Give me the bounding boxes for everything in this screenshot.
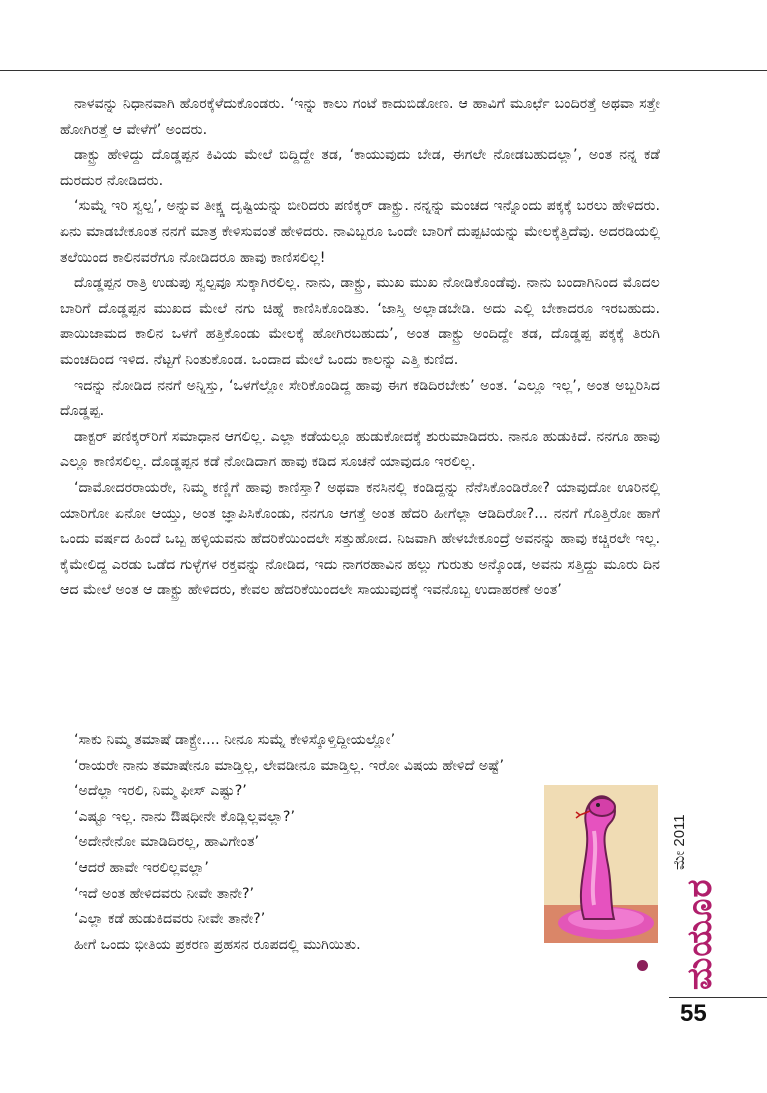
paragraph: ನಾಳವನ್ನು ನಿಧಾನವಾಗಿ ಹೊರಕ್ಕೆಳೆದುಕೊಂಡರು. ‘ಇನ್ನು ಕಾಲು ಗಂಟೆ ಕಾದುಬಿಡೋಣ. ಆ ಹಾವಿಗೆ ಮೂರ್ಛೆ ಬಂದಿರತ್ತೆ ಅಥವಾ ಸತ್ತೇ ಹೋಗಿರತ್ತೆ ಆ ವೇಳೆಗೆ’ ಅಂದರು. (60, 96, 660, 138)
dialogue-line: ಹೀಗೆ ಒಂದು ಭೀತಿಯ ಪ್ರಕರಣ ಪ್ರಹಸನ ರೂಪದಲ್ಲಿ ಮುಗಿಯಿತು. (74, 936, 361, 953)
dialogue-line: ‘ರಾಯರೇ ನಾನು ತಮಾಷೇನೂ ಮಾಡ್ತಿಲ್ಲ, ಲೇವಡೀನೂ ಮಾಡ್ತಿಲ್ಲ. ಇರೋ ವಿಷಯ ಹೇಳಿದೆ ಅಷ್ಟೆ’ (74, 757, 504, 774)
page-number: 55 (680, 1000, 707, 1027)
snake-illustration (544, 785, 658, 943)
closing-dialogue (60, 728, 530, 958)
dialogue-line: ‘ಎಷ್ಟೂ ಇಲ್ಲ. ನಾನು ಔಷಧೀನೇ ಕೊಡ್ಲಿಲ್ಲವಲ್ಲಾ?’ (74, 808, 295, 825)
issue-date: ಮೇ 2011 (671, 814, 688, 870)
dialogue-line: ‘ಸಾಕು ನಿಮ್ಮ ತಮಾಷೆ ಡಾಕ್ಟ್ರೇ.... ನೀನೂ ಸುಮ್ನೆ ಕೇಳಿಸ್ಕೊಳ್ತಿದ್ದೀಯಲ್ಲೋ’ (74, 732, 396, 748)
page-number-divider (669, 997, 767, 998)
dialogue-line: ‘ಅದೆಲ್ಲಾ ಇರಲಿ, ನಿಮ್ಮ ಫೀಸ್ ಎಷ್ಟು?’ (74, 783, 247, 800)
paragraph: ಇದನ್ನು ನೋಡಿದ ನನಗೆ ಅನ್ನಿಸ್ತು, ‘ಒಳಗೆಲ್ಲೋ ಸೇರಿಕೊಂಡಿದ್ದ ಹಾವು ಈಗ ಕಡಿದಿರಬೇಕು’ ಅಂತ. ‘ಎಲ್ಲೂ ಇಲ್ಲ’, ಅಂತ ಅಬ್ಬರಿಸಿದ ದೊಡ್ಡಪ್ಪ. (60, 377, 660, 420)
paragraph: ದೊಡ್ಡಪ್ಪನ ರಾತ್ರಿ ಉಡುಪು ಸ್ವಲ್ಪವೂ ಸುಕ್ಕಾಗಿರಲಿಲ್ಲ. ನಾನು, ಡಾಕ್ಟ್ರು, ಮುಖ ಮುಖ ನೋಡಿಕೊಂಡೆವು. ನಾನು ಬಂದಾಗಿನಿಂದ ಮೊದಲ ಬಾರಿಗೆ ದೊಡ್ಡಪ್ಪನ ಮುಖದ ಮೇಲೆ ನಗು ಚಿಹ್ನೆ ಕಾಣಿಸಿಕೊಂಡಿತು. ‘ಜಾಸ್ತಿ ಅಲ್ಲಾಡಬೇಡಿ. ಅದು ಎಲ್ಲಿ ಬೇಕಾದರೂ ಇರಬಹುದು. ಪಾಯಿಜಾಮದ ಕಾಲಿನ ಒಳಗೆ ಹತ್ತಿಕೊಂಡು ಮೇಲಕ್ಕೆ ಹೋಗಿರಬಹುದು’, ಅಂತ ಡಾಕ್ಟ್ರು ಅಂದಿದ್ದೇ ತಡ, ದೊಡ್ಡಪ್ಪ ಪಕ್ಕಕ್ಕೆ ತಿರುಗಿ ಮಂಚದಿಂದ ಇಳಿದ. ನೆಟ್ಟಗೆ ನಿಂತುಕೊಂಡ. ಒಂದಾದ ಮೇಲೆ ಒಂದು ಕಾಲನ್ನು ಎತ್ತಿ ಕುಣಿದ. (60, 275, 660, 368)
dialogue-line: ‘ಅದೇನೇನೋ ಮಾಡಿದಿರಲ್ಲ, ಹಾವಿಗೇಂತ’ (74, 834, 259, 851)
dialogue-line: ‘ಎಲ್ಲಾ ಕಡೆ ಹುಡುಕಿದವರು ನೀವೇ ತಾನೇ?’ (74, 911, 266, 928)
paragraph: ಡಾಕ್ಟ್ರು ಹೇಳಿದ್ದು ದೊಡ್ಡಪ್ಪನ ಕಿವಿಯ ಮೇಲೆ ಬಿದ್ದಿದ್ದೇ ತಡ, ‘ಕಾಯುವುದು ಬೇಡ, ಈಗಲೇ ನೋಡಬಹುದಲ್ಲಾ’, ಅಂತ ನನ್ನ ಕಡೆ ದುರದುರ ನೋಡಿದರು. (60, 147, 660, 189)
dialogue-line: ‘ಆದರೆ ಹಾವೇ ಇರಲಿಲ್ಲವಲ್ಲಾ’ (74, 859, 209, 876)
masthead-dot (637, 960, 648, 971)
dialogue-line: ‘ಇದೆ ಅಂತ ಹೇಳಿದವರು ನೀವೇ ತಾನೇ?’ (74, 885, 255, 902)
top-divider (0, 70, 767, 71)
article-body (60, 92, 660, 604)
paragraph: ‘ದಾಮೋದರರಾಯರೇ, ನಿಮ್ಮ ಕಣ್ಣಿಗೆ ಹಾವು ಕಾಣಿಸ್ತಾ? ಅಥವಾ ಕನಸಿನಲ್ಲಿ ಕಂಡಿದ್ದನ್ನು ನೆನೆಸಿಕೊಂಡಿರೋ? ಯಾವುದೋ ಊರಿನಲ್ಲಿ ಯಾರಿಗೋ ಏನೋ ಆಯ್ತು, ಅಂತ ಜ್ಞಾಪಿಸಿಕೊಂಡು, ನನಗೂ ಆಗತ್ತೆ ಅಂತ ಹೆದರಿ ಹೀಗೆಲ್ಲಾ ಆಡಿದಿರೋ?... ನನಗೆ ಗೊತ್ತಿರೋ ಹಾಗೆ ಒಂದು ವರ್ಷದ ಹಿಂದೆ ಒಬ್ಬ ಹಳ್ಳಿಯವನು ಹೆದರಿಕೆಯಿಂದಲೇ ಸತ್ತುಹೋದ. ನಿಜವಾಗಿ ಹೇಳಬೇಕೂಂದ್ರೆ ಅವನನ್ನು ಹಾವು ಕಚ್ಚಿರಲೇ ಇಲ್ಲ. ಕೈಮೇಲಿದ್ದ ಎರಡು ಒಡೆದ ಗುಳ್ಳೆಗಳ ರಕ್ತವನ್ನು ನೋಡಿದ, ಇದು ನಾಗರಹಾವಿನ ಹಲ್ಲು ಗುರುತು ಅನ್ಕೊಂಡ, ಅವನು ಸತ್ತಿದ್ದು ಮೂರು ದಿನ ಆದ ಮೇಲೆ ಅಂತ ಆ ಡಾಕ್ಟ್ರು ಹೇಳಿದರು, ಕೇವಲ ಹೆದರಿಕೆಯಿಂದಲೇ ಸಾಯುವುದಕ್ಕೆ ಇವನೊಬ್ಬ ಉದಾಹರಣೆ ಅಂತ’ (60, 479, 660, 599)
paragraph: ಡಾಕ್ಟರ್ ಪಣಿಕ್ಕರ್‌ರಿಗೆ ಸಮಾಧಾನ ಆಗಲಿಲ್ಲ. ಎಲ್ಲಾ ಕಡೆಯಲ್ಲೂ ಹುಡುಕೋದಕ್ಕೆ ಶುರುಮಾಡಿದರು. ನಾನೂ ಹುಡುಕಿದೆ. ನನಗೂ ಹಾವು ಎಲ್ಲೂ ಕಾಣಿಸಲಿಲ್ಲ. ದೊಡ್ಡಪ್ಪನ ಕಡೆ ನೋಡಿದಾಗ ಹಾವು ಕಡಿದ ಸೂಚನೆ ಯಾವುದೂ ಇರಲಿಲ್ಲ. (60, 428, 660, 471)
magazine-logo: ಮಯೂರ (680, 878, 720, 990)
paragraph: ‘ಸುಮ್ನೆ ಇರಿ ಸ್ವಲ್ಪ’, ಅನ್ನುವ ತೀಕ್ಷ್ಣ ದೃಷ್ಟಿಯನ್ನು ಬೀರಿದರು ಪಣಿಕ್ಕರ್ ಡಾಕ್ಟ್ರು. ನನ್ನನ್ನು ಮಂಚದ ಇನ್ನೊಂದು ಪಕ್ಕಕ್ಕೆ ಬರಲು ಹೇಳಿದರು. ಏನು ಮಾಡಬೇಕೂಂತ ನನಗೆ ಮಾತ್ರ ಕೇಳಿಸುವಂತೆ ಹೇಳಿದರು. ನಾವಿಬ್ಬರೂ ಒಂದೇ ಬಾರಿಗೆ ದುಪ್ಪಟಿಯನ್ನು ಮೇಲಕ್ಕೆತ್ತಿದೆವು. ಅದರಡಿಯಲ್ಲಿ ತಲೆಯಿಂದ ಕಾಲಿನವರೆಗೂ ನೋಡಿದರೂ ಹಾವು ಕಾಣಿಸಲಿಲ್ಲ! (60, 198, 660, 266)
